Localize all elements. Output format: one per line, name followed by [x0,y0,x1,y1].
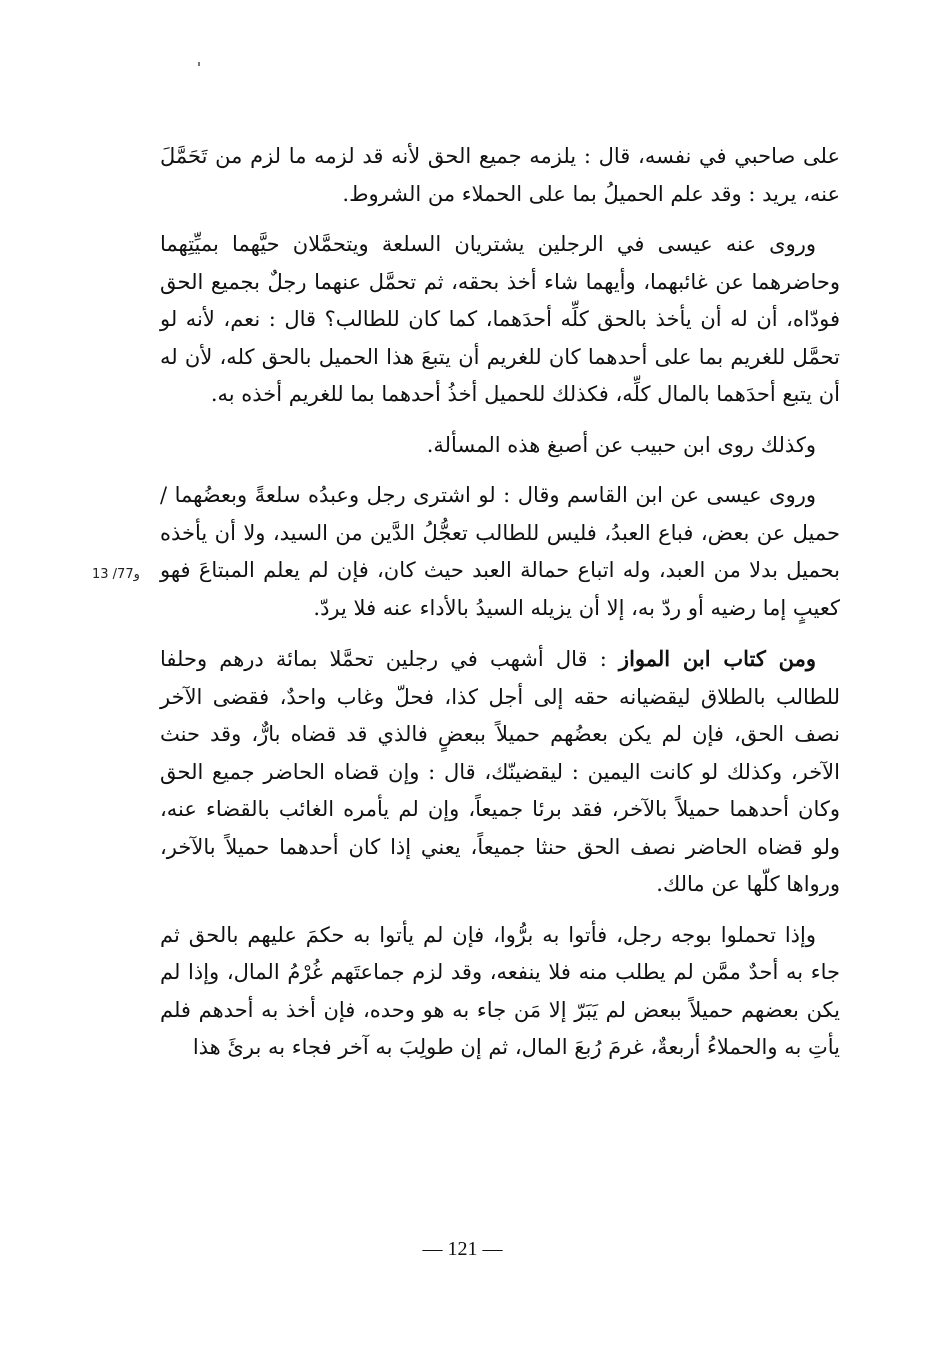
paragraph-6: وإذا تحملوا بوجه رجل، فأتوا به برُّوا، فإن لم يأتوا به حكمَ عليهم بالحق ثم جاء به أحدٌ ممَّن لم يطلب منه فلا ينفعه، وقد لزم جماعتَهم غُرْمُ المال، وإذا لم يكن بعضهم حميلاً ببعض لم يَبَرّ إلا مَن جاء به هو وحده، فإن أخذ به أحدهم فلم يأتِ به والحملاءُ أربعةٌ، غرمَ رُبعَ المال، ثم إن طولِبَ به آخر فجاء به برئَ هذا [160,922,840,1059]
paragraph-5 [160,640,840,904]
scan-speck [198,62,200,66]
body-text [160,138,840,1080]
paragraph-5-text: : قال أشهب في رجلين تحمَّلا بمائة درهم وحلفا للطالب بالطلاق ليقضيانه حقه إلى أجل كذا، فحلّ وغاب واحدٌ، فقضى الآخر نصف الحق، فإن لم يكن بعضُهم حميلاً ببعضٍ فالذي قد قضاه بارٌّ، وقد حنث الآخر، وكذلك لو كانت اليمين : ليقضينّك، قال : وإن قضاه الحاضر جميع الحق وكان أحدهما حميلاً بالآخر، فقد برئا جميعاً، وإن لم يأمره الغائب بالقضاء عنه، ولو قضاه الحاضر نصف الحق حنثا جميعاً، يعني إذا كان أحدهما حميلاً بالآخر، ورواها كلّها عن مالك. [160,647,840,896]
paragraph-5-lead: ومن كتاب ابن المواز [618,646,816,671]
paragraph-3: وكذلك روى ابن حبيب عن أصبغ هذه المسألة. [426,432,816,457]
manuscript-folio-marker: 13 /77و [92,567,140,582]
paragraph-4: وروى عيسى عن ابن القاسم وقال : لو اشترى رجل وعبدُه سلعةً وبعضُهما / حميل عن بعض، فباع العبدُ، فليس للطالب تعجُّلُ الدَّين من السيد، ولا أن يأخذه بحميل بدلا من العبد، وله اتباع حمالة العبد حيث كان، فإن لم يعلم المبتاعَ فهو كعيبٍ إما رضيه أو ردّ به، إلا أن يزيله السيدُ بالأداء عنه فلا يردّ. [160,483,840,620]
page-number: — 121 — [422,1238,503,1260]
paragraph-2: وروى عنه عيسى في الرجلين يشتريان السلعة ويتحمَّلان حيَّهما بميِّتِهما وحاضرهما عن غائبهما، وأيهما شاء أخذ بحقه، ثم تحمَّل عنهما رجلٌ بجميع الحق فودّاه، أن له أن يأخذ بالحق كلِّه أحدَهما، كما كان للطالب؟ قال : نعم، لأنه لو تحمَّل للغريم بما على أحدهما كان للغريم أن يتبعَ هذا الحميل بالحق كله، لأن له أن يتبع أحدَهما بالمال كلِّه، فكذلك للحميل أخذُ أحدهما بما للغريم أخذه به. [160,232,840,406]
paragraph-1: على صاحبي في نفسه، قال : يلزمه جميع الحق لأنه قد لزمه ما لزم من تَحَمَّلَ عنه، يريد : وقد علم الحميلُ بما على الحملاء من الشروط. [160,144,840,206]
